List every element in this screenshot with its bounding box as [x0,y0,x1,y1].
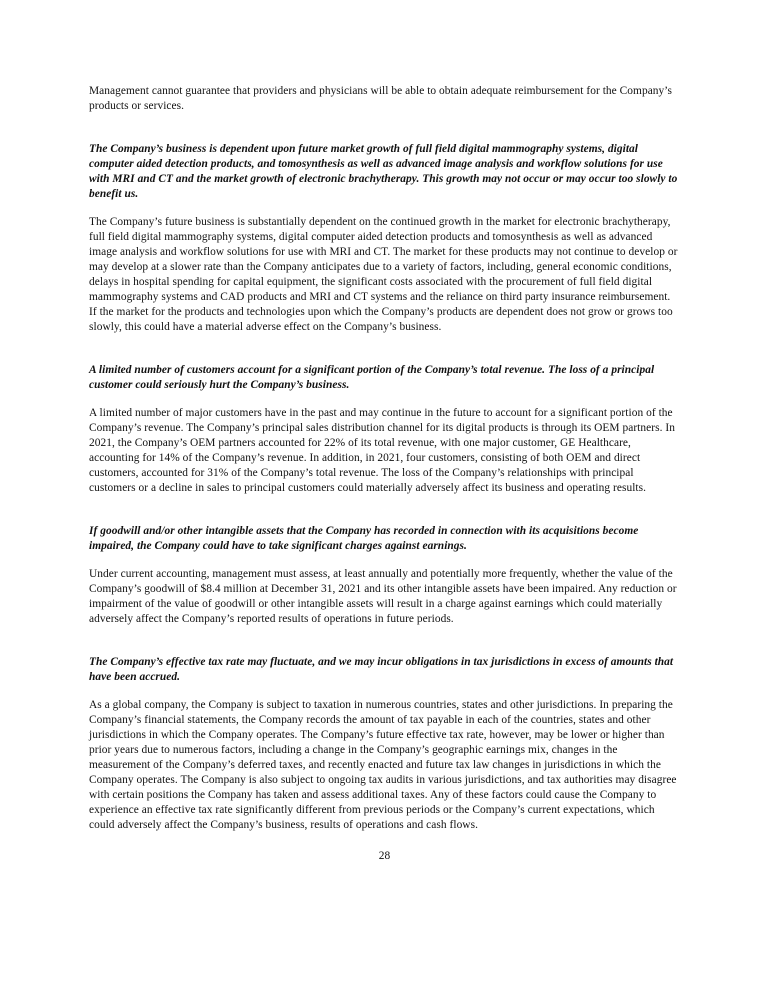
paragraph-customer-concentration: A limited number of major customers have in the past and may continue in the future to account for a significant portion of the Company’s revenue. The Company’s principal sales distribution channel for its digital products is through its OEM partners. In 2021, the Company’s OEM partners accounted for 22% of its total revenue, with one major customer, GE Healthcare, accounting for 14% of the Company’s revenue. In addition, in 2021, four customers, consisting of both OEM and direct customers, accounted for 31% of the Company’s total revenue. The loss of the Company’s relationships with principal customers or a decline in sales to principal customers could materially adversely affect its business and operating results. [89,407,675,494]
paragraph-effective-tax-rate: As a global company, the Company is subject to taxation in numerous countries, states and other jurisdictions. In preparing the Company’s financial statements, the Company records the amount of tax payable in each of the countries, states and other jurisdictions in which the Company operates. The Company’s future effective tax rate, however, may be lower or higher than prior years due to numerous factors, including a change in the Company’s geographic earnings mix, changes in the measurement of the Company’s deferred taxes, and recently enacted and future tax law changes in jurisdictions in which the Company operates. The Company is also subject to ongoing tax audits in various jurisdictions, and tax authorities may disagree with certain positions the Company has taken and assess additional taxes. Any of these factors could cause the Company to experience an effective tax rate significantly different from previous periods or the Company’s current expectations, which could adversely affect the Company’s business, results of operations and cash flows. [89,699,677,831]
paragraph-reimbursement-guarantee: Management cannot guarantee that providers and physicians will be able to obtain adequate reimbursement for the Company’s products or services. [89,85,672,112]
risk-heading-effective-tax-rate: The Company’s effective tax rate may fluctuate, and we may incur obligations in tax jurisdictions in excess of amounts that have been accrued. [89,656,674,683]
risk-heading-market-growth: The Company’s business is dependent upon future market growth of full field digital mammography systems, digital computer aided detection products, and tomosynthesis as well as advanced image analysis and workflow solutions for use with MRI and CT and the market growth of electronic brachytherapy. This growth may not occur or may occur too slowly to benefit us. [89,143,678,200]
page-number: 28 [378,850,391,862]
document-content [89,84,680,864]
risk-heading-customer-concentration: A limited number of customers account for a significant portion of the Company’s total revenue. The loss of a principal customer could seriously hurt the Company’s business. [89,364,655,391]
paragraph-goodwill-impairment: Under current accounting, management must assess, at least annually and potentially more frequently, whether the value of the Company’s goodwill of $8.4 million at December 31, 2021 and its other intangible assets have been impaired. Any reduction or impairment of the value of goodwill or other intangible assets will result in a charge against earnings which could materially adversely affect the Company’s reported results of operations in future periods. [89,568,677,625]
paragraph-market-growth: The Company’s future business is substantially dependent on the continued growth in the market for electronic brachytherapy, full field digital mammography systems, digital computer aided detection products and tomosynthesis as well as advanced image analysis and workflow solutions for use with MRI and CT. The market for these products may not continue to develop or may develop at a slower rate than the Company anticipates due to a variety of factors, including, general economic conditions, delays in hospital spending for capital equipment, the significant costs associated with the procurement of full field digital mammography systems and CAD products and MRI and CT systems and the reliance on third party insurance reimbursement. If the market for the products and technologies upon which the Company’s products are dependent does not grow or grows too slowly, this could have a material adverse effect on the Company’s business. [89,216,678,333]
risk-heading-goodwill-impairment: If goodwill and/or other intangible assets that the Company has recorded in connection with its acquisitions become impaired, the Company could have to take significant charges against earnings. [89,525,639,552]
